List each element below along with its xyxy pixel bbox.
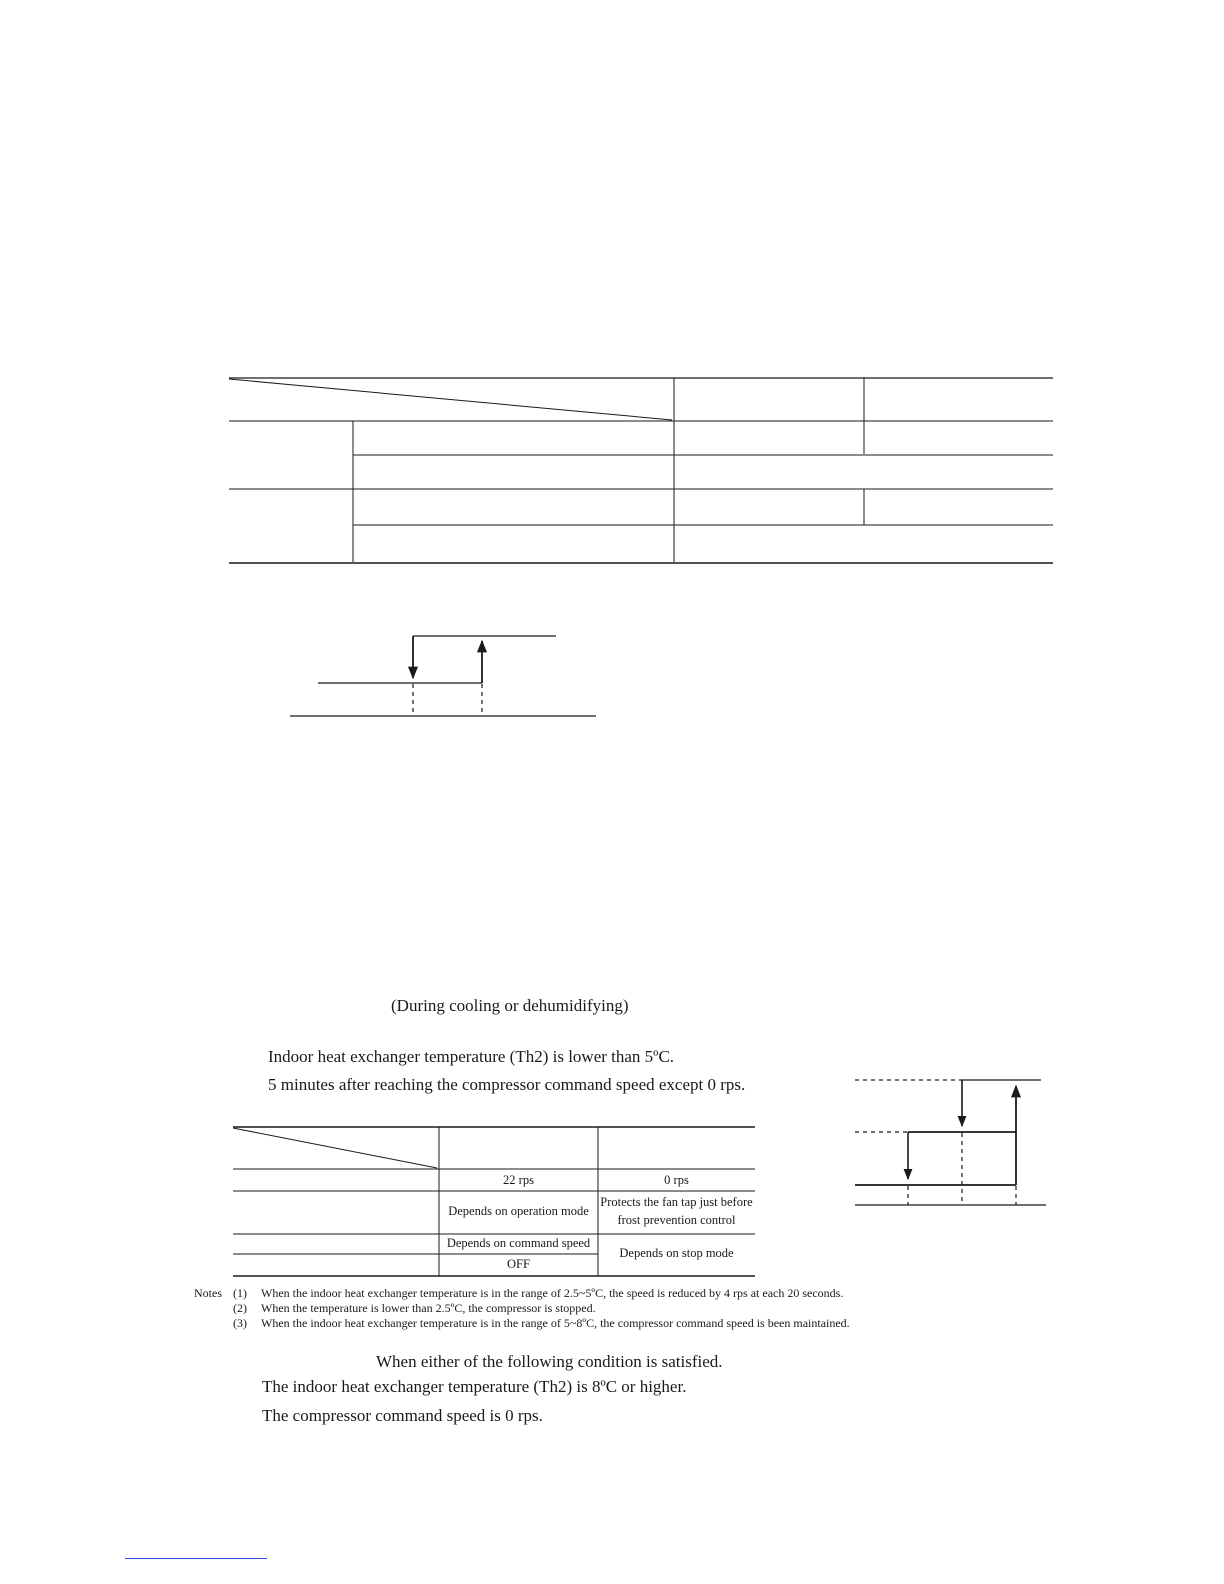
- start-condition-2: 5 minutes after reaching the compressor command speed except 0 rps.: [268, 1075, 746, 1094]
- table-cell-r2c1: Depends on operation mode: [448, 1204, 589, 1218]
- note-1-text: When the indoor heat exchanger temperature is in the range of 2.5~5ºC, the speed is reduced by 4 rps at each 20 seconds.: [261, 1286, 844, 1300]
- table-cell-r1c2: 0 rps: [664, 1173, 689, 1187]
- table-cell-r3c1: Depends on command speed: [446, 1236, 591, 1250]
- notes-label: Notes: [194, 1286, 222, 1300]
- table-cell-r2c2-line2: frost prevention control: [617, 1213, 736, 1227]
- note-2-text: When the temperature is lower than 2.5ºC, the compressor is stopped.: [261, 1301, 596, 1315]
- table-cell-r1c1: 22 rps: [503, 1173, 534, 1187]
- footer-rule: [125, 1558, 267, 1559]
- end-conditions-intro: When either of the following condition is satisfied.: [376, 1352, 723, 1371]
- table-cell-r2c2-line1: Protects the fan tap just before: [600, 1195, 753, 1209]
- end-condition-2: The compressor command speed is 0 rps.: [262, 1406, 543, 1425]
- table-cell-r3c2: Depends on stop mode: [619, 1246, 734, 1260]
- section-subtitle: (During cooling or dehumidifying): [391, 996, 629, 1015]
- note-1-num: (1): [233, 1286, 247, 1300]
- start-condition-1: Indoor heat exchanger temperature (Th2) is lower than 5ºC.: [268, 1047, 675, 1066]
- note-3-text: When the indoor heat exchanger temperature is in the range of 5~8ºC, the compressor command speed is been maintained.: [261, 1316, 850, 1330]
- note-3-num: (3): [233, 1316, 247, 1330]
- end-condition-1: The indoor heat exchanger temperature (Th2) is 8ºC or higher.: [262, 1377, 687, 1396]
- table-cell-r4c1: OFF: [507, 1257, 530, 1271]
- note-2-num: (2): [233, 1301, 247, 1315]
